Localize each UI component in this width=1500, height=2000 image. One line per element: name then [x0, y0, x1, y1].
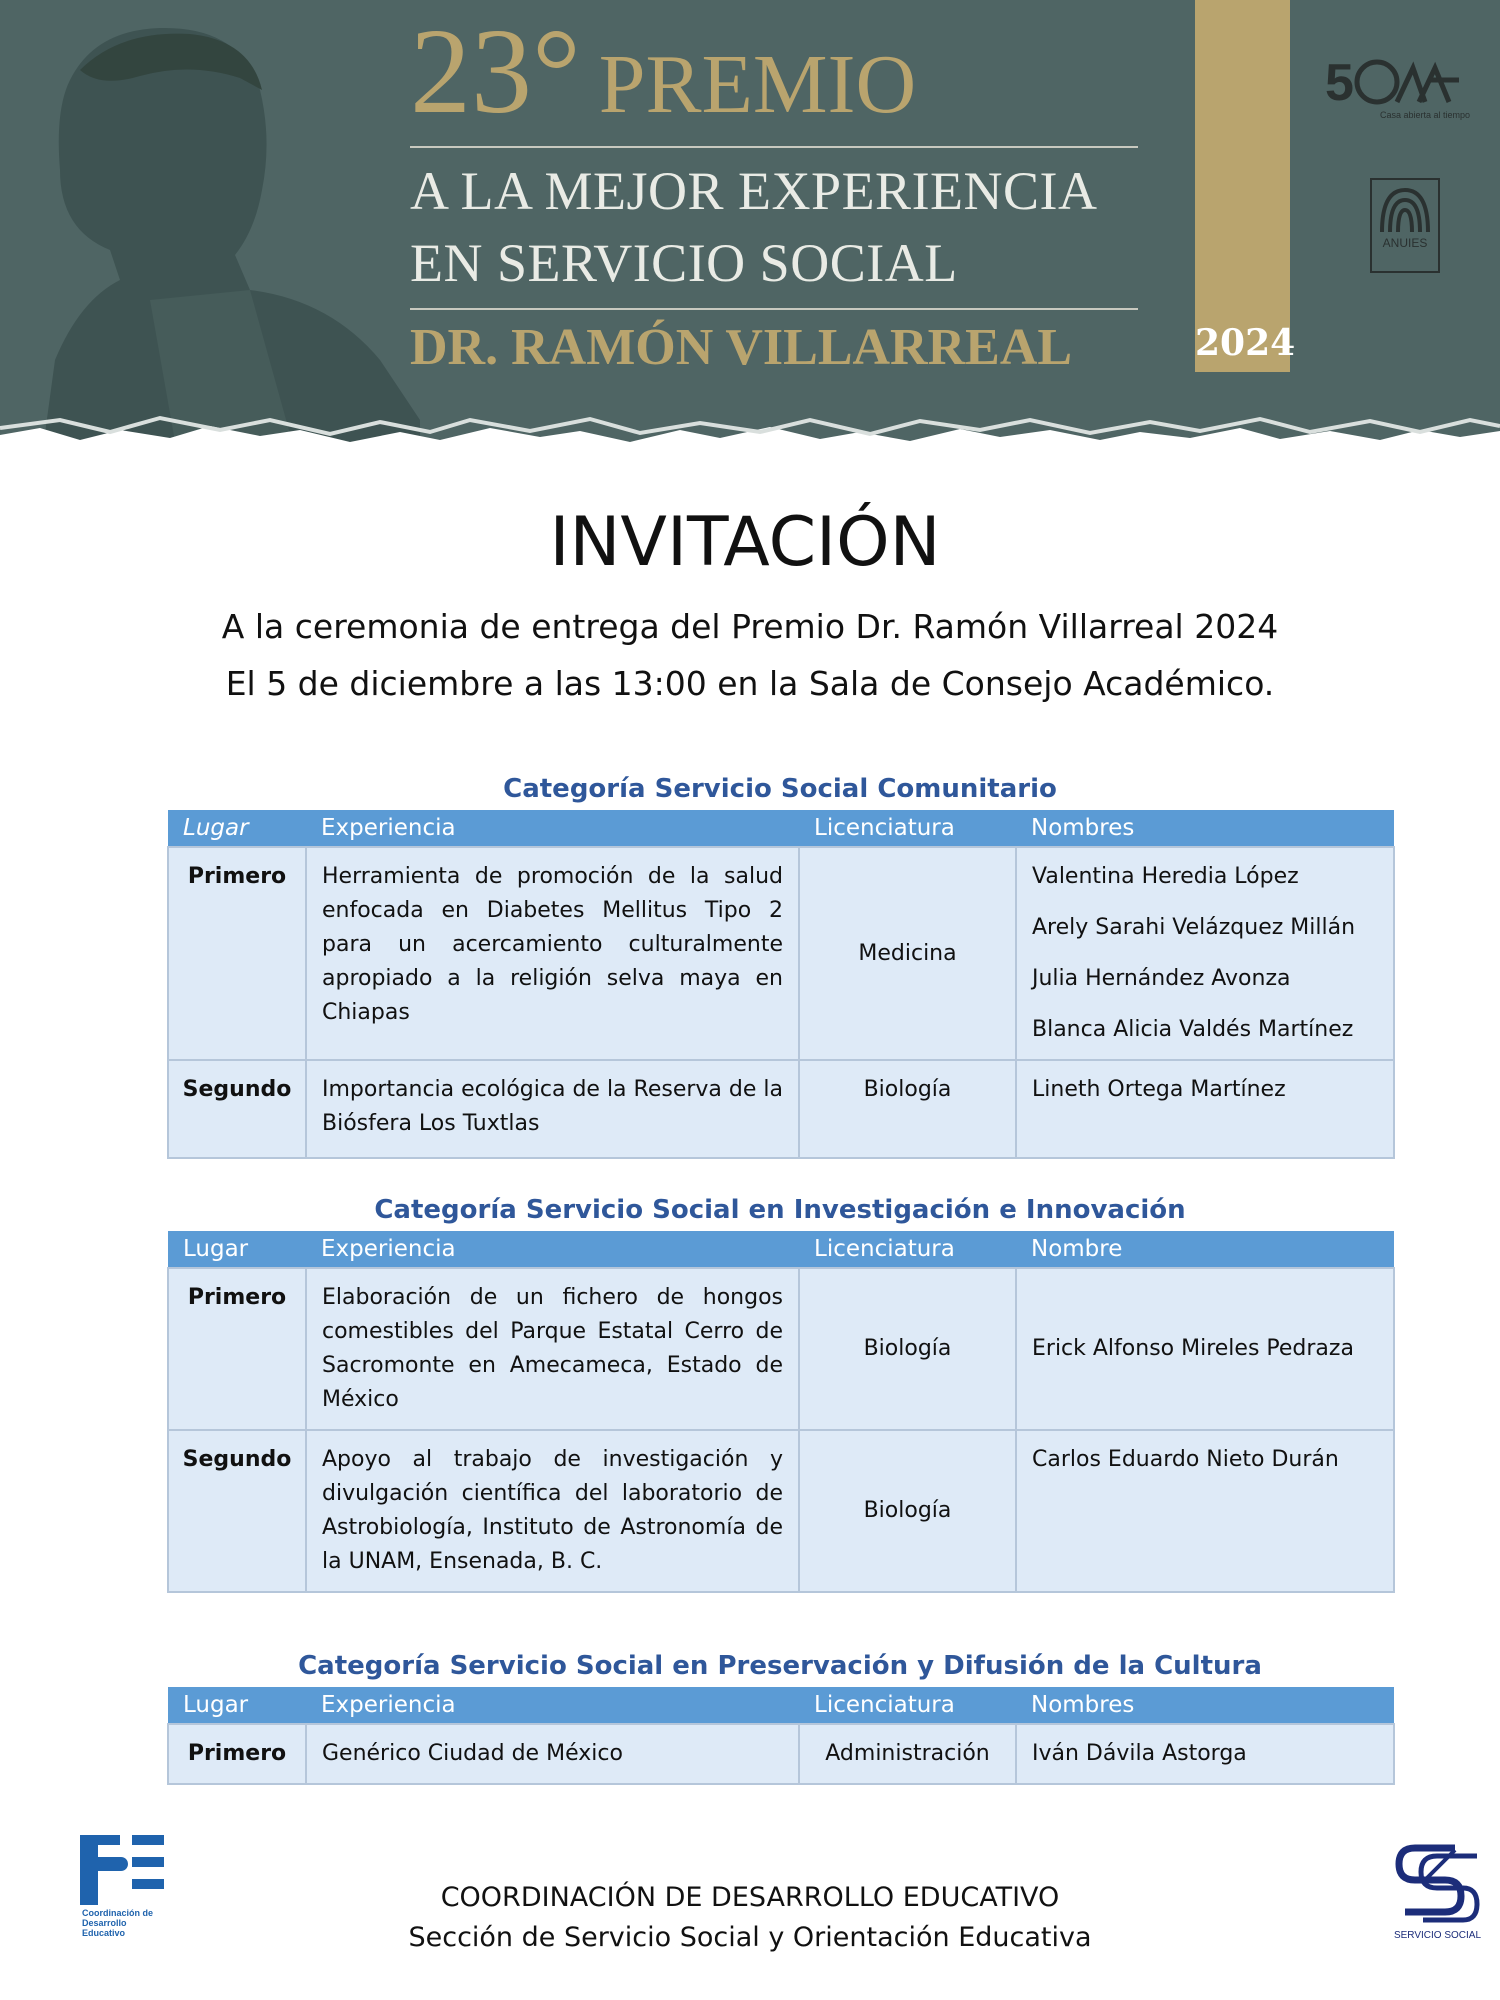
- winner-name: Carlos Eduardo Nieto Durán: [1032, 1447, 1339, 1472]
- cde-logo-bar-icon: [98, 1857, 128, 1871]
- svg-text:5: 5: [1325, 54, 1354, 112]
- servicio-social-s-icon: [1385, 1840, 1490, 1928]
- cde-logo-bar-icon: [98, 1835, 120, 1845]
- invitation-line-2: El 5 de diciembre a las 13:00 en la Sala de Consejo Académico.: [225, 664, 1275, 703]
- cde-logo-bar-icon: [132, 1857, 164, 1867]
- title-rule-top: [410, 146, 1138, 148]
- awards-table-investigacion: [167, 1231, 1395, 1593]
- column-header-lugar: Lugar: [168, 810, 306, 847]
- category-title-investigacion: Categoría Servicio Social en Investigación e Innovación: [374, 1195, 1186, 1225]
- table-row: [168, 1268, 1394, 1430]
- names-cell: [1016, 1268, 1394, 1430]
- experience-cell: Genérico Ciudad de México: [306, 1724, 799, 1784]
- column-header-licenciatura: Licenciatura: [799, 810, 1016, 847]
- names-cell: [1016, 847, 1394, 1060]
- title-line-honoree: DR. RAMÓN VILLARREAL: [410, 319, 1073, 376]
- place-cell: Segundo: [168, 1430, 306, 1592]
- names-cell: [1016, 1724, 1394, 1784]
- degree-cell: Medicina: [799, 847, 1016, 1060]
- winner-name: Arely Sarahi Velázquez Millán: [1032, 915, 1356, 940]
- invitation-line-1: A la ceremonia de entrega del Premio Dr. Ramón Villarreal 2024: [221, 607, 1279, 646]
- footer-coordination: COORDINACIÓN DE DESARROLLO EDUCATIVO: [440, 1882, 1060, 1913]
- awards-table-comunitario: [167, 810, 1395, 1159]
- title-line-3: EN SERVICIO SOCIAL: [410, 233, 958, 293]
- anuies-arches-icon: [1372, 180, 1438, 235]
- category-title-comunitario: Categoría Servicio Social Comunitario: [503, 774, 1057, 804]
- winner-name: Valentina Heredia López: [1032, 864, 1299, 889]
- names-cell: [1016, 1060, 1394, 1158]
- experience-cell: Apoyo al trabajo de investigación y divulgación científica del laboratorio de Astrobiología, Instituto de Astronomía de la UNAM, Ensenada, B. C.: [306, 1430, 799, 1592]
- column-header-lugar: Lugar: [168, 1687, 306, 1724]
- award-edition-number: 23°: [410, 4, 581, 139]
- winner-name: Julia Hernández Avonza: [1032, 966, 1291, 991]
- place-cell: Primero: [168, 847, 306, 1060]
- uam-50-logo: [1325, 50, 1471, 125]
- column-header-experiencia: Experiencia: [306, 1687, 799, 1724]
- table-header-row: [168, 810, 1394, 847]
- winner-name: Blanca Alicia Valdés Martínez: [1032, 1017, 1354, 1042]
- place-cell: Primero: [168, 1724, 306, 1784]
- uam-logo-tagline: Casa abierta al tiempo: [1380, 110, 1471, 120]
- anuies-logo: [1370, 178, 1440, 273]
- cde-logo-bar-icon: [132, 1835, 164, 1845]
- table-row: [168, 1430, 1394, 1592]
- title-rule-bottom: [410, 308, 1138, 310]
- award-number-title: [410, 4, 917, 139]
- servicio-social-logo-caption: SERVICIO SOCIAL: [1393, 1930, 1482, 1941]
- column-header-experiencia: Experiencia: [306, 810, 799, 847]
- anuies-label: ANUIES: [1382, 236, 1428, 250]
- column-header-nombre: Nombre: [1016, 1231, 1394, 1268]
- place-cell: Segundo: [168, 1060, 306, 1158]
- column-header-experiencia: Experiencia: [306, 1231, 799, 1268]
- experience-cell: Importancia ecológica de la Reserva de la Biósfera Los Tuxtlas: [306, 1060, 799, 1158]
- column-header-lugar: Lugar: [168, 1231, 306, 1268]
- winner-name: Erick Alfonso Mireles Pedraza: [1032, 1336, 1354, 1361]
- category-title-cultura: Categoría Servicio Social en Preservación y Difusión de la Cultura: [298, 1651, 1262, 1681]
- table-header-row: [168, 1687, 1394, 1724]
- names-cell: [1016, 1430, 1394, 1592]
- gold-year-bar: [1195, 0, 1296, 372]
- cde-logo-caption: Coordinación de Desarrollo Educativo: [82, 1908, 154, 1938]
- torn-paper-edge: [0, 390, 1500, 470]
- experience-cell: Herramienta de promoción de la salud enfocada en Diabetes Mellitus Tipo 2 para un acercamiento culturalmente apropiado a la religión selva maya en Chiapas: [306, 847, 799, 1060]
- banner-year: 2024: [1195, 322, 1296, 364]
- award-word-premio: PREMIO: [598, 38, 917, 131]
- degree-cell: Administración: [799, 1724, 1016, 1784]
- table-row: [168, 1060, 1394, 1158]
- degree-cell: Biología: [799, 1430, 1016, 1592]
- winner-name: Iván Dávila Astorga: [1032, 1741, 1247, 1766]
- place-cell: Primero: [168, 1268, 306, 1430]
- column-header-nombres: Nombres: [1016, 810, 1394, 847]
- winner-name: Lineth Ortega Martínez: [1032, 1077, 1286, 1102]
- table-header-row: [168, 1231, 1394, 1268]
- servicio-social-logo: [1385, 1840, 1490, 1950]
- title-line-2: A LA MEJOR EXPERIENCIA: [410, 161, 1098, 221]
- uam-50-logo-icon: [1325, 50, 1465, 112]
- header-banner: [0, 0, 1500, 470]
- degree-cell: Biología: [799, 1268, 1016, 1430]
- degree-cell: Biología: [799, 1060, 1016, 1158]
- column-header-licenciatura: Licenciatura: [799, 1687, 1016, 1724]
- column-header-nombres: Nombres: [1016, 1687, 1394, 1724]
- footer-section: Sección de Servicio Social y Orientación Educativa: [408, 1922, 1092, 1953]
- experience-cell: Elaboración de un fichero de hongos comestibles del Parque Estatal Cerro de Sacromonte en Amecameca, Estado de México: [306, 1268, 799, 1430]
- table-row: [168, 847, 1394, 1060]
- awards-table-cultura: [167, 1687, 1395, 1785]
- column-header-licenciatura: Licenciatura: [799, 1231, 1016, 1268]
- table-row: [168, 1724, 1394, 1784]
- invitation-title: INVITACIÓN: [549, 503, 941, 582]
